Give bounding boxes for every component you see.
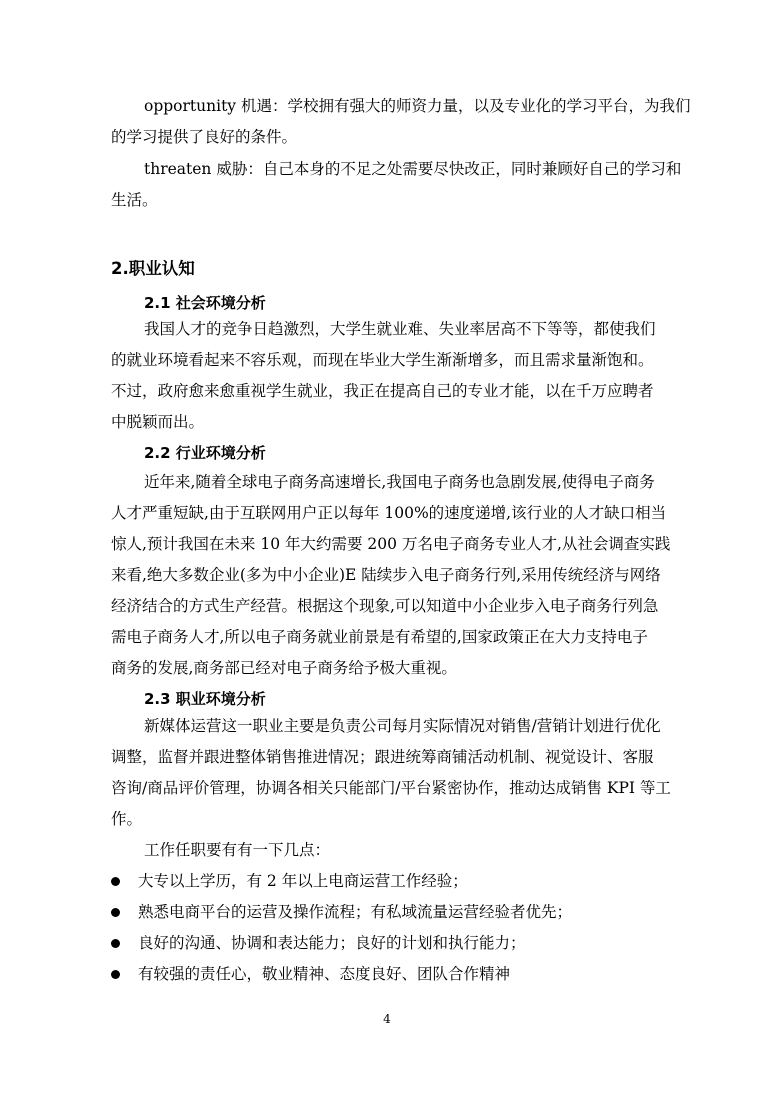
threaten-line-2: 生活。	[111, 191, 158, 209]
section-heading: 2.职业认知	[111, 259, 195, 278]
duties-intro: 工作任职要有有一下几点：	[144, 841, 331, 859]
bullet-icon	[111, 970, 120, 979]
list-item-text: 良好的沟通、协调和表达能力；良好的计划和执行能力；	[138, 934, 526, 952]
paragraph-line: 来看,绝大多数企业(多为中小企业)E 陆续步入电子商务行列,采用传统经济与网络	[111, 566, 661, 584]
paragraph-line: 调整，监督并跟进整体销售推进情况；跟进统筹商铺活动机制、视觉设计、客服	[111, 748, 654, 766]
paragraph-line: 人才严重短缺,由于互联网用户正以每年 100%的速度递增,该行业的人才缺口相当	[111, 504, 667, 522]
paragraph-line: 中脱颖而出。	[111, 413, 205, 431]
paragraph-line: 需电子商务人才,所以电子商务就业前景是有希望的,国家政策正在大力支持电子	[111, 628, 648, 646]
paragraph-line: 作。	[111, 810, 143, 828]
opportunity-line-2: 的学习提供了良好的条件。	[111, 128, 298, 146]
subsection-heading-2-2: 2.2 行业环境分析	[144, 444, 266, 462]
bullet-icon	[111, 877, 120, 886]
list-item-text: 熟悉电商平台的运营及操作流程；有私域流量运营经验者优先；	[138, 903, 573, 921]
threaten-line-1: threaten 威胁：自己本身的不足之处需要尽快改正，同时兼顾好自己的学习和	[144, 160, 682, 178]
subsection-heading-2-3: 2.3 职业环境分析	[144, 690, 266, 708]
paragraph-line: 不过，政府愈来愈重视学生就业，我正在提高自己的专业才能，以在千万应聘者	[111, 382, 654, 400]
paragraph-line: 经济结合的方式生产经营。根据这个现象,可以知道中小企业步入电子商务行列急	[111, 597, 659, 615]
subsection-heading-2-1: 2.1 社会环境分析	[144, 294, 266, 312]
paragraph-line: 商务的发展,商务部已经对电子商务给予极大重视。	[111, 659, 457, 677]
paragraph-line: 新媒体运营这一职业主要是负责公司每月实际情况对销售/营销计划进行优化	[144, 717, 661, 735]
paragraph-line: 近年来,随着全球电子商务高速增长,我国电子商务也急剧发展,使得电子商务	[144, 473, 655, 491]
bullet-icon	[111, 908, 120, 917]
paragraph-line: 惊人,预计我国在未来 10 年大约需要 200 万名电子商务专业人才,从社会调查实践	[111, 535, 671, 553]
page-number: 4	[383, 1012, 391, 1026]
opportunity-line-1: opportunity 机遇：学校拥有强大的师资力量，以及专业化的学习平台，为我们	[144, 97, 691, 115]
paragraph-line: 咨询/商品评价管理，协调各相关只能部门/平台紧密协作，推动达成销售 KPI 等工	[111, 779, 671, 797]
list-item-text: 大专以上学历，有 2 年以上电商运营工作经验；	[138, 872, 468, 890]
list-item-text: 有较强的责任心，敬业精神、态度良好、团队合作精神	[138, 965, 511, 983]
bullet-icon	[111, 939, 120, 948]
paragraph-line: 的就业环境看起来不容乐观，而现在毕业大学生渐渐增多，而且需求量渐饱和。	[111, 351, 654, 369]
paragraph-line: 我国人才的竞争日趋激烈，大学生就业难、失业率居高不下等等，都使我们	[144, 320, 656, 338]
